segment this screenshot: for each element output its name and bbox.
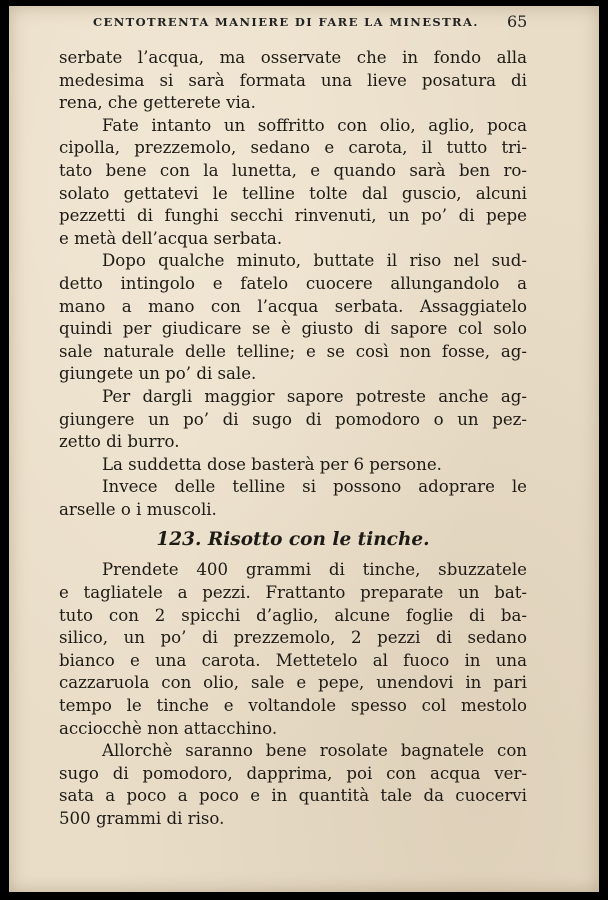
text-line: mano a mano con l’acqua serbata. Assaggiatelo: [59, 296, 527, 316]
text-line: sata a poco a poco e in quantità tale da cuocervi: [59, 786, 527, 806]
text-line: 500 grammi di riso.: [59, 809, 225, 828]
text-block-preceding-recipe: [59, 47, 527, 521]
recipe-title: 123. Risotto con le tinche.: [156, 529, 430, 551]
text-line: bianco e una carota. Mettetelo al fuoco in una: [59, 650, 527, 670]
text-line: cipolla, prezzemolo, sedano e carota, il tutto tri-: [59, 138, 527, 158]
text-line: giungete un po’ di sale.: [59, 364, 257, 384]
text-line: detto intingolo e fatelo cuocere allungandolo a: [59, 273, 527, 293]
text-line: zetto di burro.: [59, 432, 180, 452]
text-block-risotto-tinche: [59, 559, 527, 830]
text-line: serbate l’acqua, ma osservate che in fondo alla: [59, 48, 527, 67]
page-header: [9, 12, 599, 36]
text-line: tempo le tinche e voltandole spesso col mestolo: [59, 696, 527, 716]
page-number: 65: [507, 12, 528, 31]
text-line: sale naturale delle telline; e se così non fosse, ag-: [59, 341, 527, 361]
text-line: e tagliatele a pezzi. Frattanto preparate un bat-: [59, 583, 527, 603]
page-body: [59, 47, 527, 831]
text-line: Fate intanto un soffritto con olio, aglio, poca: [102, 115, 527, 135]
text-line: La suddetta dose basterà per 6 persone.: [102, 454, 442, 474]
text-line: tato bene con la lunetta, e quando sarà ben ro-: [59, 160, 527, 180]
text-line: e metà dell’acqua serbata.: [59, 228, 283, 248]
text-line: tuto con 2 spicchi d’aglio, alcune foglie di ba-: [59, 605, 527, 625]
running-head: CENTOTRENTA MANIERE DI FARE LA MINESTRA.: [93, 15, 479, 29]
text-line: Dopo qualche minuto, buttate il riso nel sud-: [102, 251, 527, 271]
book-page: [9, 6, 599, 892]
text-line: pezzetti di funghi secchi rinvenuti, un po’ di pepe: [59, 206, 527, 226]
text-line: Prendete 400 grammi di tinche, sbuzzatele: [102, 560, 527, 580]
text-line: Invece delle telline si possono adoprare le: [102, 477, 527, 497]
text-line: solato gettatevi le telline tolte dal guscio, alcuni: [59, 183, 527, 203]
text-line: acciocchè non attacchino.: [59, 718, 278, 738]
text-line: medesima si sarà formata una lieve posatura di: [59, 70, 527, 90]
text-line: Per dargli maggior sapore potreste anche ag-: [102, 386, 527, 406]
text-line: quindi per giudicare se è giusto di sapore col solo: [59, 319, 527, 339]
text-line: cazzaruola con olio, sale e pepe, unendovi in pari: [59, 673, 527, 693]
text-line: sugo di pomodoro, dapprima, poi con acqua ver-: [59, 763, 527, 783]
text-line: Allorchè saranno bene rosolate bagnatele con: [102, 741, 527, 761]
text-line: arselle o i muscoli.: [59, 499, 217, 519]
text-line: silico, un po’ di prezzemolo, 2 pezzi di sedano: [59, 628, 527, 648]
text-line: rena, che getterete via.: [59, 93, 256, 113]
text-line: giungere un po’ di sugo di pomodoro o un pez-: [59, 409, 527, 429]
